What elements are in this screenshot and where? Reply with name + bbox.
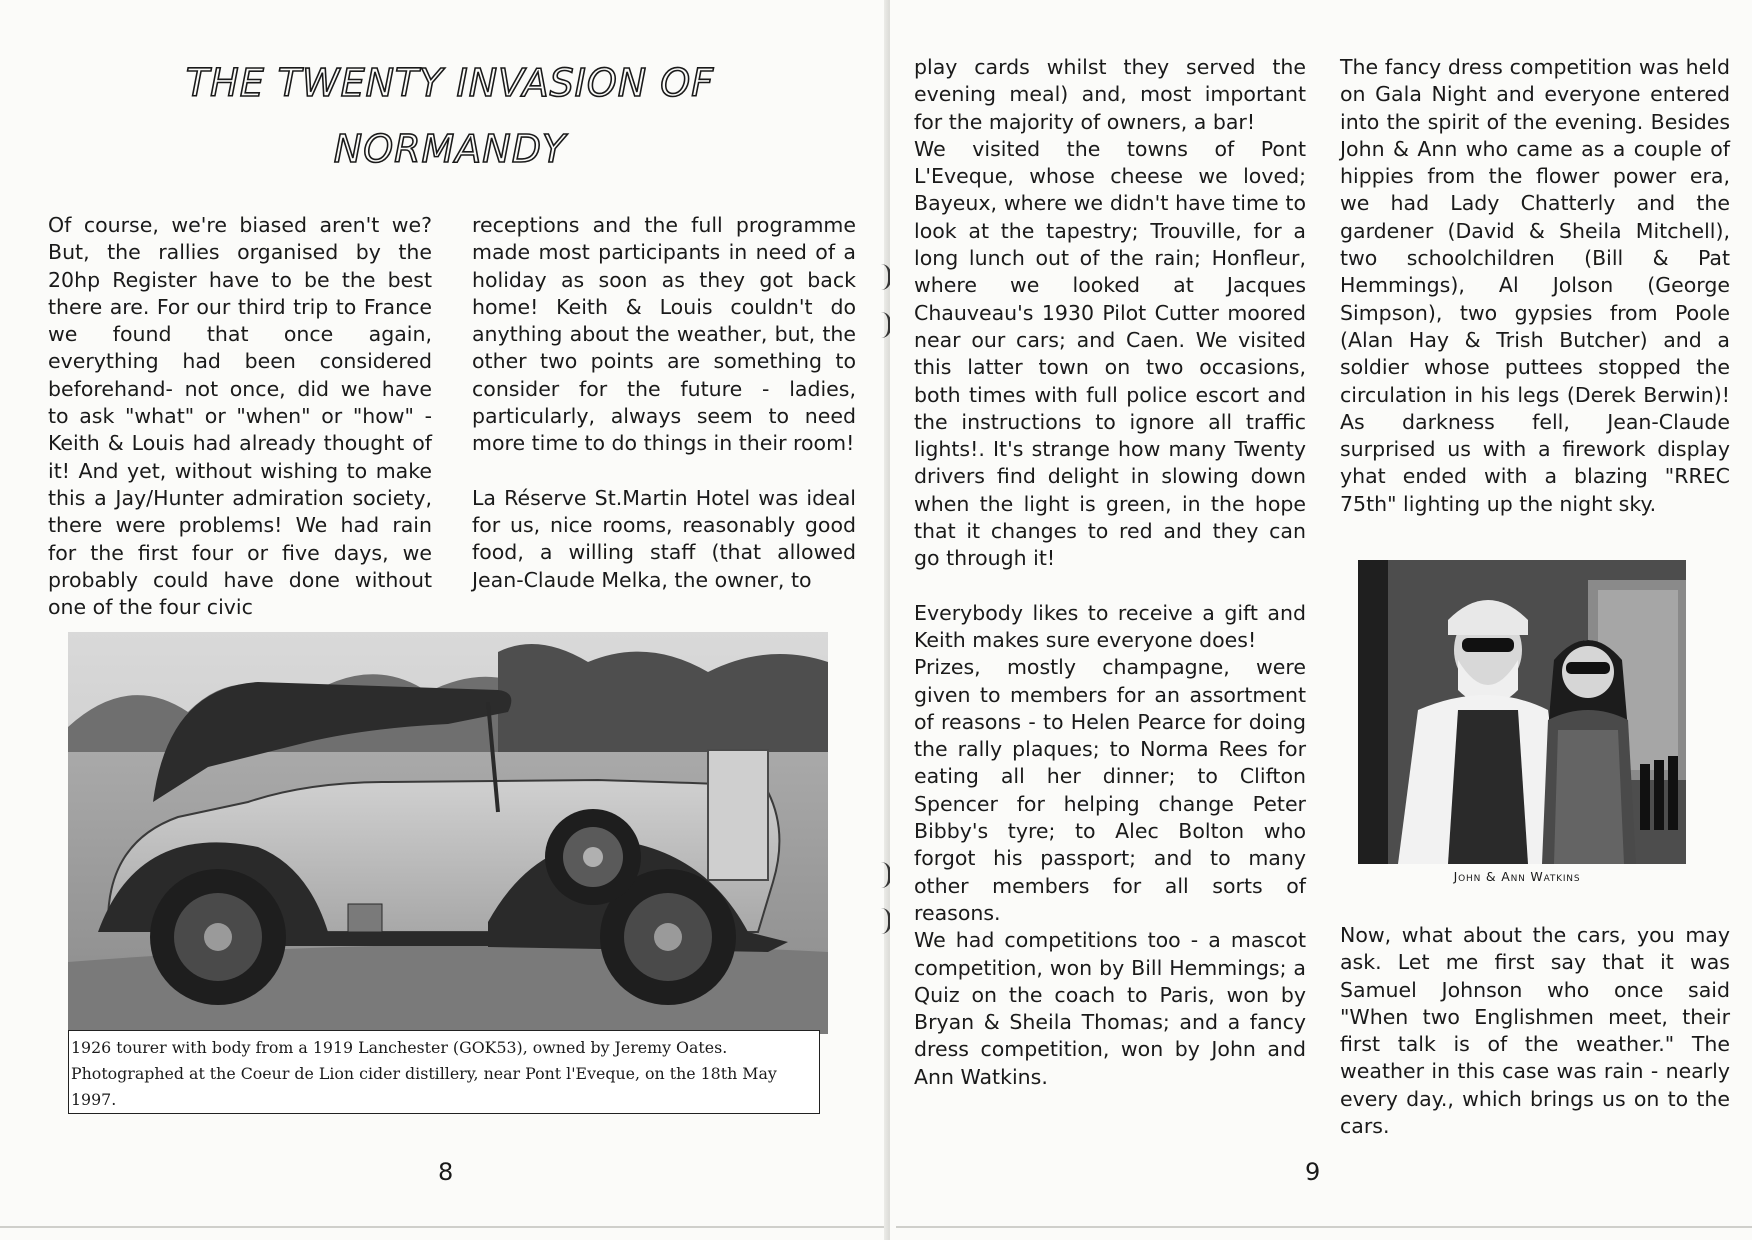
page-number-left: 8 — [438, 1158, 454, 1186]
paragraph: We had competitions too - a mascot competition, won by Bill Hemmings; a Quiz on the coach to Paris, won by Bryan & Sheila Thomas; and a fancy dress competition, won by John and Ann Watkins. — [914, 928, 1306, 1089]
paragraph: receptions and the full programme made most participants in need of a holiday as soon as they got back home! Keith & Louis couldn't do anything about the weather, but, the other two points are something to consider for the future - ladies, particularly, always seem to need more time to do things in their room! — [472, 213, 856, 456]
right-page-column-2 — [1340, 54, 1730, 518]
paragraph: play cards whilst they served the evening meal) and, most important for the majority of owners, a bar! — [914, 55, 1306, 134]
right-page-column-2-lower — [1340, 922, 1730, 1140]
paragraph: Prizes, mostly champagne, were given to members for an assortment of reasons - to Helen Pearce for doing the rally plaques; to Norma Rees for eating all her dinner; to Clifton Spencer for helping change Peter Bibby's tyre; to Alec Bolton who forgot his passport; and to many other members for all sorts of reasons. — [914, 655, 1306, 925]
article-title-line-1: THE TWENTY INVASION OF — [185, 61, 715, 105]
paragraph: Of course, we're biased aren't we? But, the rallies organised by the 20hp Register have to be the best there are. For our third trip to France we found that once again, everything had been considered beforehand- not once, did we have to ask "what" or "when" or "how" - Keith & Louis had already thought of it! And yet, without wishing to make this a Jay/Hunter admiration society, there were problems! We had rain for the first four or five days, we probably could have done without one of the four civic — [48, 213, 432, 620]
page-edge-line — [0, 1226, 884, 1228]
article-title-line-2: NORMANDY — [333, 127, 567, 171]
couple-photo-caption: John & Ann Watkins — [1453, 869, 1581, 884]
paragraph: Everybody likes to receive a gift and Keith makes sure everyone does! — [914, 600, 1306, 652]
paragraph: The fancy dress competition was held on Gala Night and everyone entered into the spirit of the evening. Besides John & Ann who came as a couple of hippies from the flower power era, we had Lady Chatterly and the gardener (David & Sheila Mitchell), two schoolchildren (Bill & Pat Hemmings), Al Jolson (George Simpson), two gypsies from Poole (Alan Hay & Trish Butcher) and a soldier whose puttees stopped the circulation in his legs (Derek Berwin)! As darkness fell, Jean-Claude surprised us with a firework display yhat ended with a blazing "RREC 75th" lighting up the night sky. — [1340, 55, 1730, 516]
paragraph: Now, what about the cars, you may ask. Let me first say that it was Samuel Johnson who once said "When two Englishmen meet, their first talk is of the weather." The weather in this case was rain - nearly every day., which brings us on to the cars. — [1340, 923, 1730, 1139]
left-page-column-1 — [48, 212, 432, 621]
fancy-dress-photo — [1358, 560, 1686, 864]
vintage-car-photo — [68, 632, 828, 1034]
page-number-right: 9 — [1305, 1158, 1321, 1186]
right-page-column-1 — [914, 54, 1306, 1091]
paragraph: We visited the towns of Pont L'Eveque, whose cheese we loved; Bayeux, where we didn't have time to look at the tapestry; Trouville, for a long lunch out of the rain; Honfleur, where we looked at Jacques Chauveau's 1930 Pilot Cutter moored near our cars; and Caen. We visited this latter town on two occasions, both times with full police escort and the instructions to ignore all traffic lights!. It's strange how many Twenty drivers find delight in slowing down when the light is green, in the hope that it changes to red and they can go through it! — [914, 136, 1306, 571]
right-page — [890, 0, 1752, 1240]
vintage-car-image — [68, 632, 828, 1034]
hippie-couple-image — [1358, 560, 1686, 864]
paragraph: La Réserve St.Martin Hotel was ideal for us, nice rooms, reasonably good food, a willing staff (that allowed Jean-Claude Melka, the owner, to — [472, 485, 856, 592]
page-edge-line — [896, 1226, 1752, 1228]
left-page-column-2 — [472, 212, 856, 594]
car-photo-caption: 1926 tourer with body from a 1919 Lanchester (GOK53), owned by Jeremy Oates. Photographed at the Coeur de Lion cider distillery, near Pont l'Eveque, on the 18th May 1997. — [68, 1030, 820, 1114]
